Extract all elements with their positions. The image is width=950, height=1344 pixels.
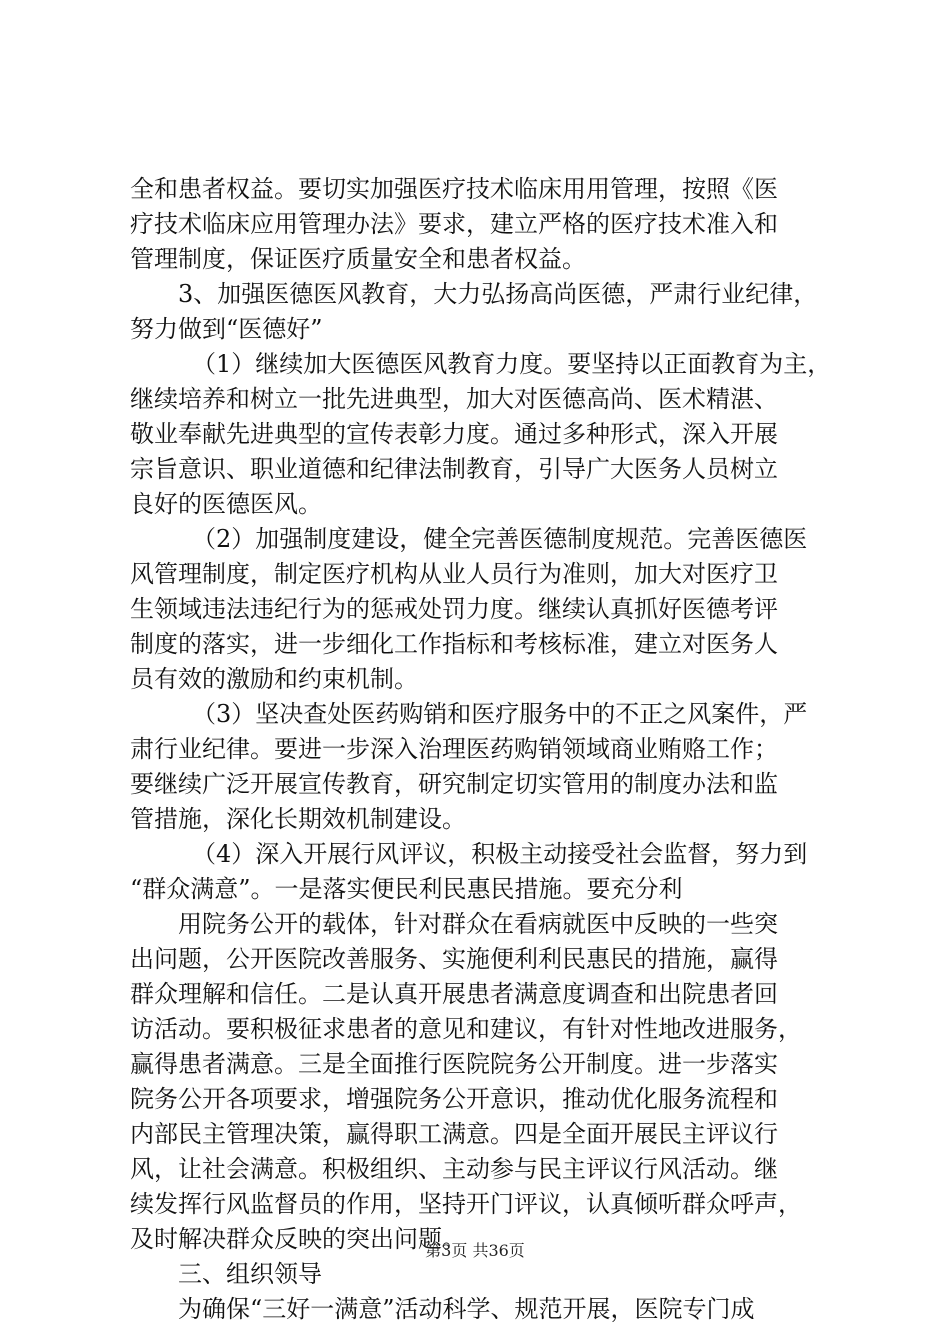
text-line: 努力做到“医德好” xyxy=(130,315,323,343)
text-line: 继续培养和树立一批先进典型，加大对医德高尚、医术精湛、 xyxy=(130,385,778,413)
text-line: 出问题，公开医院改善服务、实施便利利民惠民的措施，赢得 xyxy=(130,945,778,973)
text-line: 要继续广泛开展宣传教育，研究制定切实管用的制度办法和监 xyxy=(130,770,778,798)
text-line: 风，让社会满意。积极组织、主动参与民主评议行风活动。继 xyxy=(130,1155,778,1183)
text-line: 群众理解和信任。二是认真开展患者满意度调查和出院患者回 xyxy=(130,980,778,1008)
text-line: 管理制度，保证医疗质量安全和患者权益。 xyxy=(130,245,586,273)
text-line: 宗旨意识、职业道德和纪律法制教育，引导广大医务人员树立 xyxy=(130,455,778,483)
text-line: 续发挥行风监督员的作用，坚持开门评议，认真倾听群众呼声， xyxy=(130,1190,802,1218)
text-line: 肃行业纪律。要进一步深入治理医药购销领域商业贿赂工作； xyxy=(130,735,778,763)
document-body xyxy=(130,172,835,1327)
section-heading: 三、组织领导 xyxy=(178,1260,322,1288)
text-line: 良好的医德医风。 xyxy=(130,490,322,518)
text-line: 全和患者权益。要切实加强医疗技术临床用用管理，按照《医 xyxy=(130,175,778,203)
paragraph-start: 用院务公开的载体，针对群众在看病就医中反映的一些突 xyxy=(178,910,778,938)
section-heading: 3、加强医德医风教育，大力弘扬高尚医德，严肃行业纪律， xyxy=(178,280,818,308)
text-line: 风管理制度，制定医疗机构从业人员行为准则，加大对医疗卫 xyxy=(130,560,778,588)
text-line: “群众满意”。一是落实便民利民惠民措施。要充分利 xyxy=(130,875,683,903)
text-line: 赢得患者满意。三是全面推行医院院务公开制度。进一步落实 xyxy=(130,1050,778,1078)
paragraph-start: （4）深入开展行风评议，积极主动接受社会监督，努力到 xyxy=(192,840,808,868)
text-line: 访活动。要积极征求患者的意见和建议，有针对性地改进服务， xyxy=(130,1015,802,1043)
text-line: 内部民主管理决策，赢得职工满意。四是全面开展民主评议行 xyxy=(130,1120,778,1148)
paragraph-start: （2）加强制度建设，健全完善医德制度规范。完善医德医 xyxy=(192,525,808,553)
paragraph-start: （3）坚决查处医药购销和医疗服务中的不正之风案件，严 xyxy=(192,700,808,728)
text-line: 员有效的激励和约束机制。 xyxy=(130,665,418,693)
page-number: 第3页 共36页 xyxy=(425,1241,525,1260)
text-line: 及时解决群众反映的突出问题。 xyxy=(130,1225,466,1253)
paragraph-start: 为确保“三好一满意”活动科学、规范开展，医院专门成 xyxy=(178,1295,755,1323)
text-line: 管措施，深化长期效机制建设。 xyxy=(130,805,466,833)
paragraph-start: （1）继续加大医德医风教育力度。要坚持以正面教育为主， xyxy=(192,350,832,378)
text-line: 疗技术临床应用管理办法》要求，建立严格的医疗技术准入和 xyxy=(130,210,778,238)
text-line: 院务公开各项要求，增强院务公开意识，推动优化服务流程和 xyxy=(130,1085,778,1113)
text-line: 生领域违法违纪行为的惩戒处罚力度。继续认真抓好医德考评 xyxy=(130,595,778,623)
text-line: 敬业奉献先进典型的宣传表彰力度。通过多种形式，深入开展 xyxy=(130,420,778,448)
text-line: 制度的落实，进一步细化工作指标和考核标准，建立对医务人 xyxy=(130,630,778,658)
